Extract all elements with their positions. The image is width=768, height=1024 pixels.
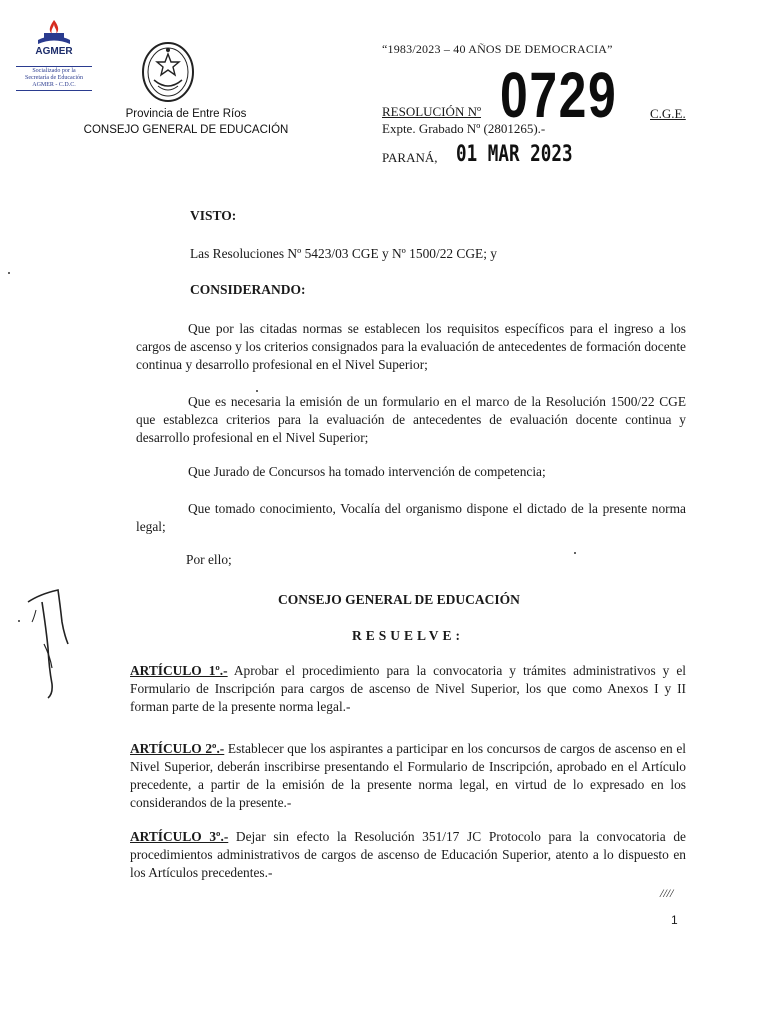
continuation-mark: ////	[660, 886, 674, 900]
stamp-line: AGMER - C.D.C.	[32, 82, 76, 88]
democracy-quote: “1983/2023 – 40 AÑOS DE DEMOCRACIA”	[382, 42, 613, 56]
considerando-heading: CONSIDERANDO:	[190, 282, 306, 297]
resolution-label: RESOLUCIÓN Nº	[382, 104, 482, 119]
page-number: 1	[671, 913, 678, 927]
stamp-line: Socializado por la	[32, 68, 76, 74]
stamp-line: Secretaría de Educación	[25, 75, 83, 81]
considerando-paragraph: Que por las citadas normas se establecen los requisitos específicos para el ingreso a los cargos de ascenso y los criterios consignados para la evaluación de antecedentes de formación docente continua y desarrollo profesional en el Nivel Superior;	[136, 321, 686, 372]
scan-speck	[256, 390, 258, 392]
considerando-paragraph: Que tomado conocimiento, Vocalía del organismo dispone el dictado de la presente norma legal;	[136, 501, 686, 534]
article-label: ARTÍCULO 2º.-	[130, 741, 225, 756]
article-label: ARTÍCULO 3º.-	[130, 829, 229, 844]
resolution-number: 0729	[500, 59, 618, 131]
considerando-paragraph: Que es necesaria la emisión de un formulario en el marco de la Resolución 1500/22 CGE que establezca criterios para la evaluación de antecedentes de evaluación docente continua y desarrollo profesional en el Nivel Superior;	[136, 394, 686, 445]
article-text: Establecer que los aspirantes a participar en los concursos de cargos de ascenso en el Nivel Superior, deberán inscribirse presentando el Formulario de Inscripción, aprobado en el Artículo precedente, a partir de la emisión de la presente norma legal, en virtud de lo expresado en los considerandos de la presente.-	[130, 741, 686, 810]
scan-speck	[18, 620, 20, 622]
date-stamp: 01 MAR 2023	[456, 142, 573, 167]
city-label: PARANÁ,	[382, 150, 438, 165]
agmer-name: AGMER	[35, 46, 73, 57]
agmer-emblem-icon	[14, 18, 94, 48]
province-name: Provincia de Entre Ríos	[125, 108, 247, 120]
article-text: Aprobar el procedimiento para la convocatoria y trámites administrativos y el Formulario de Inscripción para cargos de ascenso de Nivel Superior, los que como Anexos I y II forman parte de la presente norma legal.-	[130, 663, 686, 714]
resuelve-heading: RESUELVE:	[352, 628, 465, 643]
visto-text: Las Resoluciones Nº 5423/03 CGE y Nº 1500/22 CGE; y	[190, 246, 497, 261]
resolution-suffix: C.G.E.	[650, 106, 686, 121]
article-2	[130, 740, 686, 812]
article-text: Dejar sin efecto la Resolución 351/17 JC Protocolo para la convocatoria de procedimientos administrativos de cargos de ascenso de Educación Superior, atento a lo dispuesto en los Artículos precedentes.-	[130, 829, 686, 880]
por-ello: Por ello;	[186, 552, 232, 567]
agmer-logo	[14, 18, 94, 88]
scan-speck	[574, 552, 576, 554]
agmer-stamp	[16, 66, 92, 91]
article-label: ARTÍCULO 1º.-	[130, 663, 228, 678]
province-seal-icon	[140, 40, 196, 104]
council-name: CONSEJO GENERAL DE EDUCACIÓN	[83, 124, 289, 136]
considerando-paragraph: Que Jurado de Concursos ha tomado intervención de competencia;	[188, 464, 546, 479]
signature	[22, 588, 82, 700]
resolve-council: CONSEJO GENERAL DE EDUCACIÓN	[278, 592, 520, 607]
visto-heading: VISTO:	[190, 208, 237, 223]
article-1	[130, 662, 686, 716]
scan-speck	[8, 272, 10, 274]
article-3	[130, 828, 686, 882]
expediente-number: Expte. Grabado Nº (2801265).-	[382, 121, 546, 136]
